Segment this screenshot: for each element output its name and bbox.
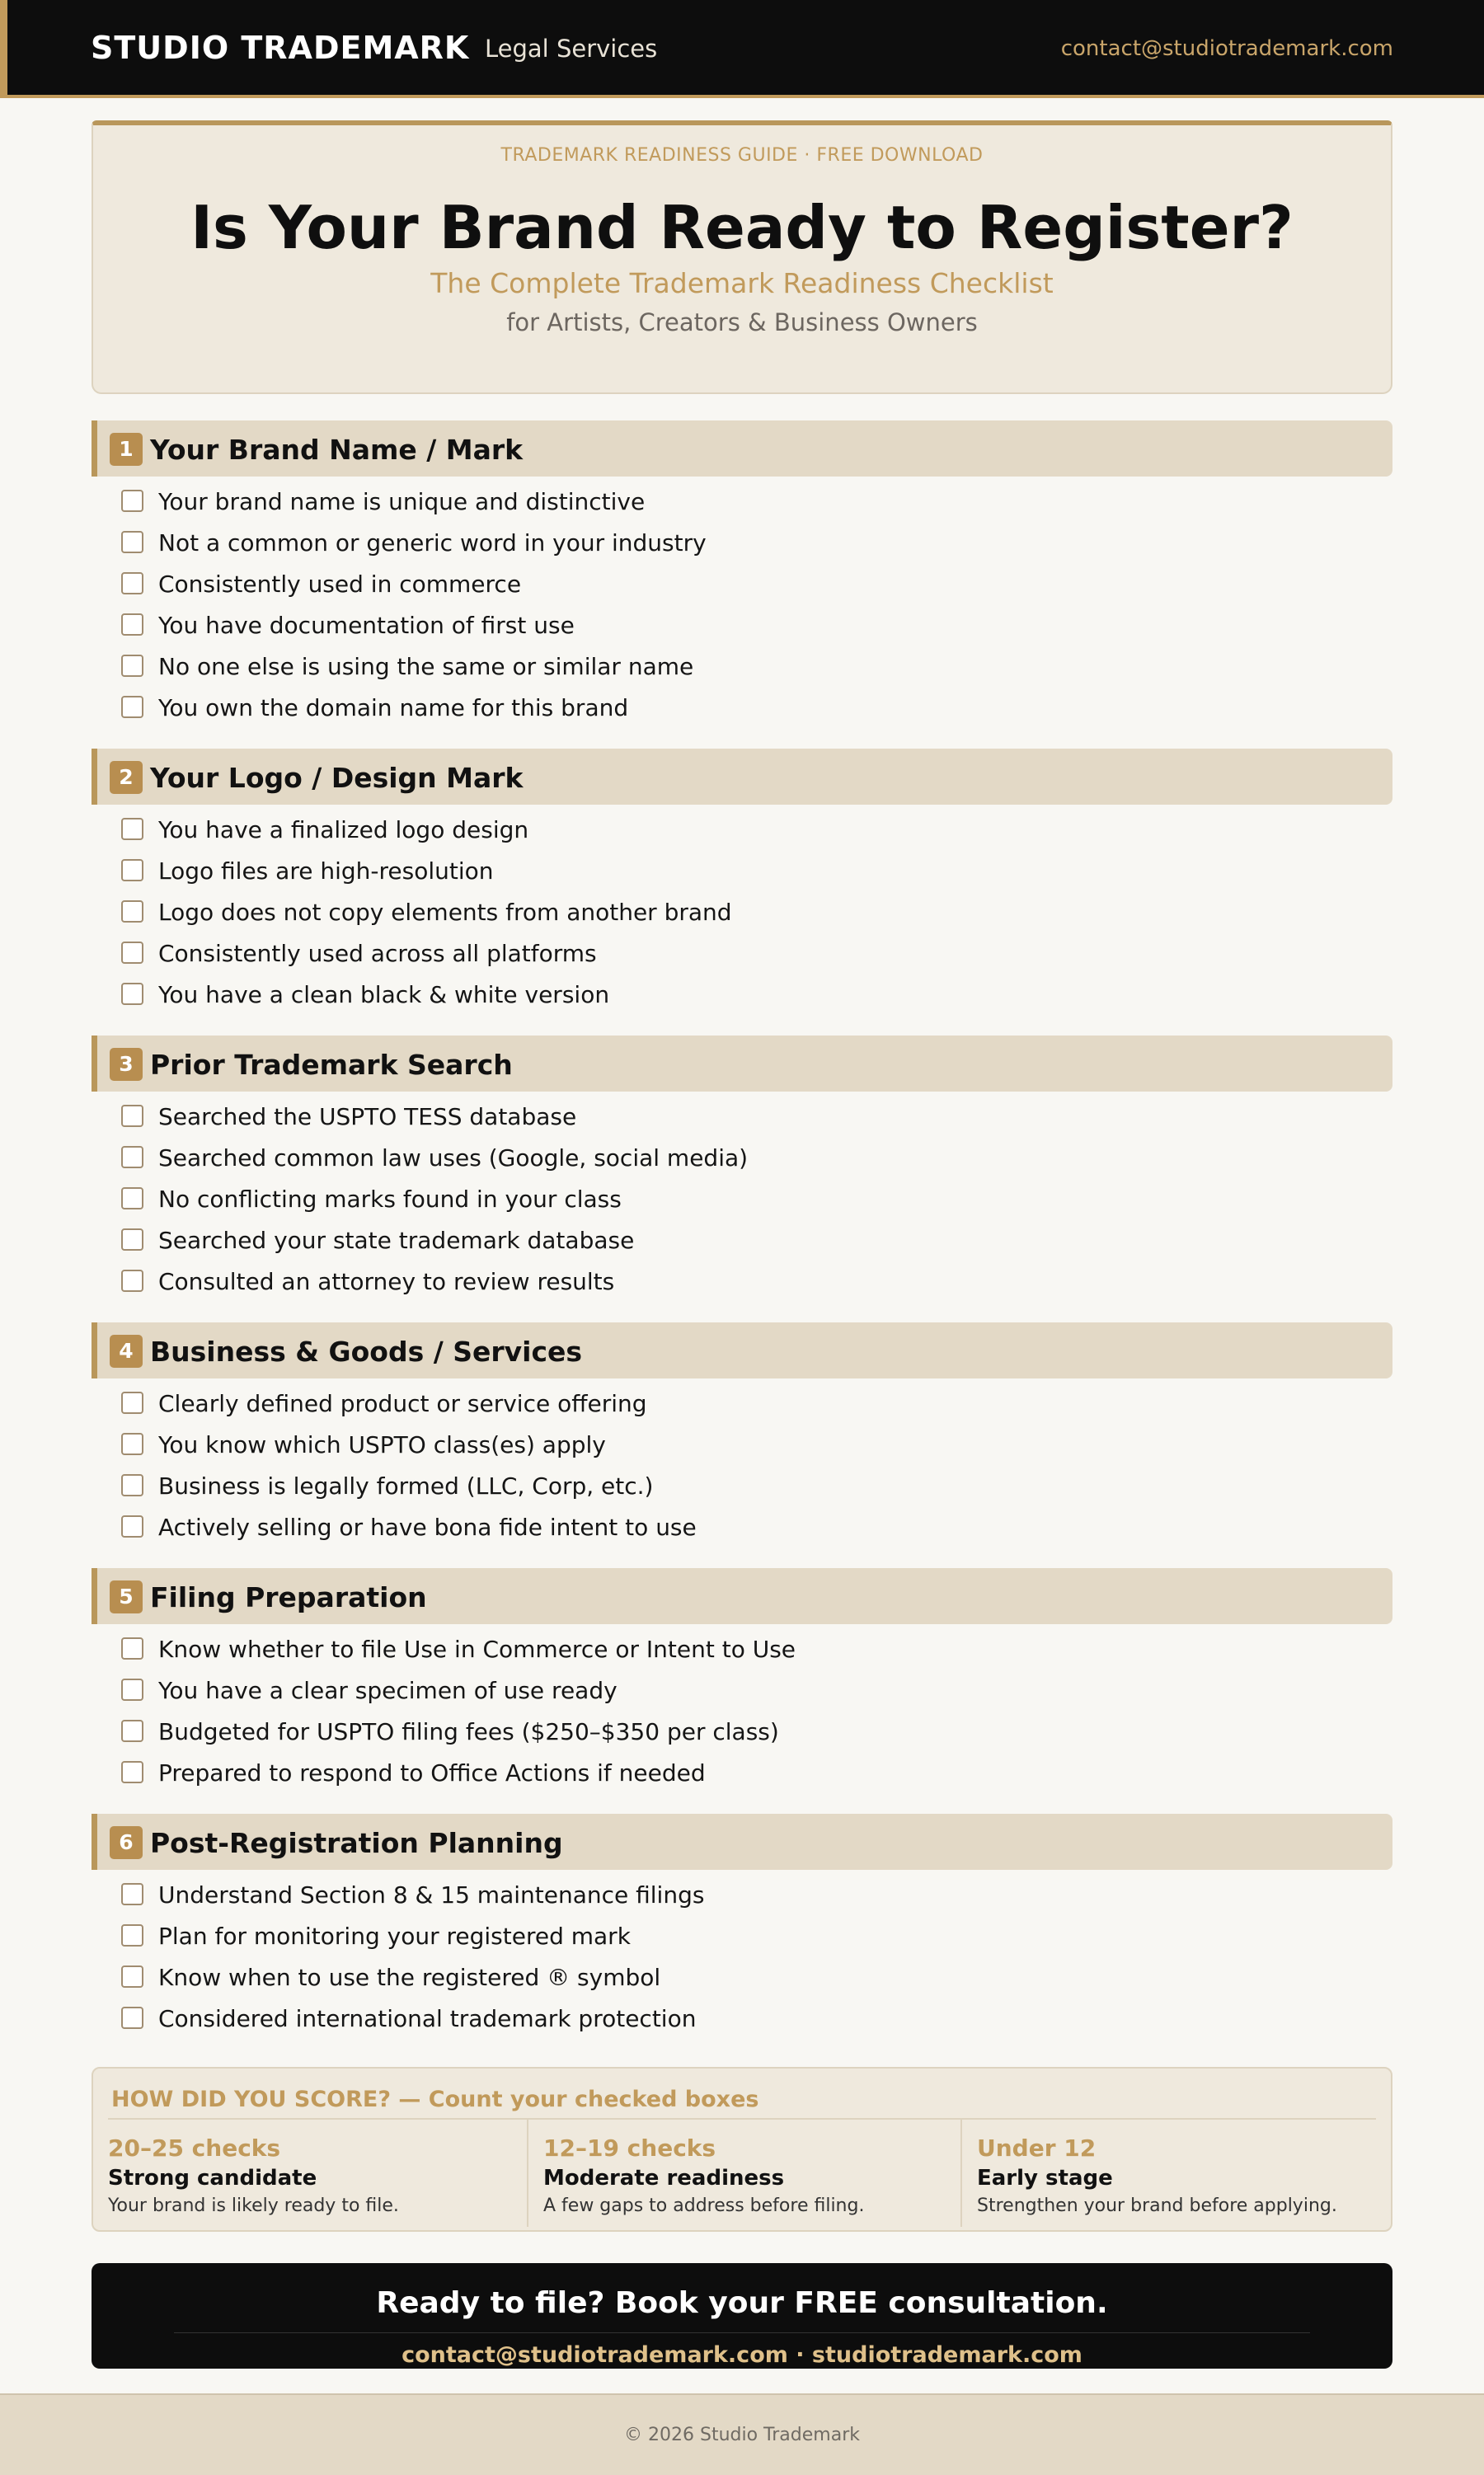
section-header-brand-name [92,420,1392,477]
page-title: Is Your Brand Ready to Register? [190,193,1294,262]
footer [0,2393,1484,2475]
checklist-item[interactable] [121,1717,1275,1749]
checklist-item-label: Your brand name is unique and distinctive [158,488,646,515]
section-title: Filing Preparation [150,1581,427,1613]
checklist-item-label: Consistently used across all platforms [158,940,597,967]
checkbox[interactable] [121,1146,143,1168]
checkbox[interactable] [121,1515,143,1538]
checklist-item-label: You have a finalized logo design [158,816,529,843]
checkbox[interactable] [121,900,143,923]
checklist-item[interactable] [121,1675,1275,1708]
checklist-item[interactable] [121,528,1275,561]
checkbox[interactable] [121,613,143,636]
tier-description: Your brand is likely ready to file. [108,2196,399,2216]
checklist-item[interactable] [121,815,1275,848]
checklist-item-label: Searched common law uses (Google, social media) [158,1144,749,1172]
checklist-item-label: Prepared to respond to Office Actions if needed [158,1759,706,1787]
tier-title: Early stage [977,2166,1113,2191]
cta-banner[interactable] [92,2263,1392,2369]
checkbox[interactable] [121,859,143,881]
checklist-item-label: Plan for monitoring your registered mark [158,1923,631,1950]
checklist-item-label: Consistently used in commerce [158,571,522,598]
checklist-item-label: Budgeted for USPTO filing fees ($250–$350 per class) [158,1718,779,1745]
hero-eyebrow: TRADEMARK READINESS GUIDE · FREE DOWNLOAD [500,145,984,166]
checklist-item[interactable] [121,1430,1275,1463]
top-bar [0,0,1484,98]
checklist-item[interactable] [121,1921,1275,1954]
score-heading: HOW DID YOU SCORE? — Count your checked boxes [111,2087,759,2112]
hero-panel [92,120,1392,394]
checklist-item[interactable] [121,1388,1275,1421]
checklist-item[interactable] [121,979,1275,1012]
section-header-post-registration [92,1814,1392,1870]
checkbox[interactable] [121,531,143,553]
checklist-item-label: You have documentation of first use [158,612,575,639]
score-tier-strong [93,2120,527,2227]
checklist-item[interactable] [121,938,1275,971]
checklist-item-label: Clearly defined product or service offering [158,1390,647,1417]
checklist-item[interactable] [121,486,1275,519]
tier-range: 12–19 checks [543,2135,716,2162]
checkbox[interactable] [121,1474,143,1496]
checkbox[interactable] [121,1883,143,1905]
checklist-item-label: Consulted an attorney to review results [158,1268,615,1295]
section-header-prior-search [92,1036,1392,1092]
tier-description: A few gaps to address before filing. [543,2196,865,2216]
checklist-item-label: No conflicting marks found in your class [158,1186,622,1213]
checklist-item-label: Logo does not copy elements from another brand [158,899,732,926]
tier-range: Under 12 [977,2135,1097,2162]
section-header-business [92,1322,1392,1378]
checkbox[interactable] [121,696,143,718]
checklist-item-label: No one else is using the same or similar name [158,653,694,680]
checkbox[interactable] [121,572,143,594]
checklist-item[interactable] [121,1962,1275,1995]
hero-subtitle: The Complete Trademark Readiness Checklist [430,267,1054,299]
section-header-filing-prep [92,1568,1392,1624]
footer-copyright: © 2026 Studio Trademark [624,2425,860,2445]
section-title: Business & Goods / Services [150,1336,583,1368]
checklist-item-label: Searched your state trademark database [158,1227,635,1254]
section-number-badge: 4 [110,1335,143,1368]
score-tier-moderate [527,2120,960,2227]
section-number-badge: 6 [110,1826,143,1859]
checkbox[interactable] [121,1720,143,1742]
checklist-item[interactable] [121,1101,1275,1134]
checkbox[interactable] [121,1924,143,1947]
checkbox[interactable] [121,655,143,677]
checkbox[interactable] [121,1433,143,1455]
checklist-item-label: Considered international trademark protection [158,2005,697,2032]
checklist-item[interactable] [121,1225,1275,1258]
section-title: Prior Trademark Search [150,1049,513,1081]
tier-description: Strengthen your brand before applying. [977,2196,1337,2216]
checklist-item-label: Actively selling or have bona fide intent to use [158,1514,697,1541]
checklist-item[interactable] [121,1266,1275,1299]
tier-range: 20–25 checks [108,2135,281,2162]
checklist-item-label: You own the domain name for this brand [158,694,629,721]
checkbox[interactable] [121,490,143,512]
checkbox[interactable] [121,1392,143,1414]
tier-title: Strong candidate [108,2166,317,2191]
hero-audience: for Artists, Creators & Business Owners [506,308,978,336]
tier-title: Moderate readiness [543,2166,785,2191]
checklist-item-label: Not a common or generic word in your industry [158,529,707,557]
checklist-item-label: You know which USPTO class(es) apply [158,1431,606,1458]
checkbox[interactable] [121,1761,143,1783]
checkbox[interactable] [121,818,143,840]
checkbox[interactable] [121,1187,143,1209]
cta-title: Ready to file? Book your FREE consultation. [376,2286,1108,2320]
checklist-item[interactable] [121,1471,1275,1504]
brand-name: STUDIO TRADEMARK [91,30,470,66]
section-number-badge: 2 [110,761,143,794]
checklist-item[interactable] [121,1634,1275,1667]
section-number-badge: 5 [110,1580,143,1613]
checklist-item-label: Know whether to file Use in Commerce or Intent to Use [158,1636,796,1663]
checklist-item[interactable] [121,1512,1275,1545]
checkbox[interactable] [121,1228,143,1251]
checklist-item-label: Searched the USPTO TESS database [158,1103,577,1130]
header-email-link[interactable]: contact@studiotrademark.com [1060,36,1393,61]
checkbox[interactable] [121,1965,143,1988]
checklist-item[interactable] [121,569,1275,602]
checklist-item-label: Logo files are high-resolution [158,857,494,885]
checklist-item[interactable] [121,1143,1275,1176]
checkbox[interactable] [121,983,143,1005]
checklist-item[interactable] [121,651,1275,684]
checklist-item-label: Know when to use the registered ® symbol [158,1964,661,1991]
brand-tagline: Legal Services [485,35,658,63]
cta-contact-links[interactable]: contact@studiotrademark.com · studiotrademark.com [402,2342,1082,2368]
checkbox[interactable] [121,1679,143,1701]
checklist-item[interactable] [121,1184,1275,1217]
checklist-item[interactable] [121,1880,1275,1913]
checklist-item[interactable] [121,856,1275,889]
checkbox[interactable] [121,1270,143,1292]
checkbox[interactable] [121,1105,143,1127]
score-panel [92,2067,1392,2232]
section-title: Your Brand Name / Mark [150,434,524,466]
checkbox[interactable] [121,2007,143,2029]
section-number-badge: 1 [110,433,143,466]
checklist-item-label: Understand Section 8 & 15 maintenance filings [158,1881,705,1909]
checklist-item[interactable] [121,693,1275,726]
checklist-item[interactable] [121,2003,1275,2036]
section-number-badge: 3 [110,1048,143,1081]
cta-divider [174,2332,1310,2333]
checklist-item-label: You have a clear specimen of use ready [158,1677,618,1704]
checklist-item-label: Business is legally formed (LLC, Corp, etc.) [158,1472,654,1500]
checklist-item[interactable] [121,1758,1275,1791]
section-title: Post-Registration Planning [150,1827,563,1859]
score-tier-early [960,2120,1391,2227]
section-title: Your Logo / Design Mark [150,762,524,794]
checkbox[interactable] [121,1637,143,1660]
checklist-item[interactable] [121,897,1275,930]
checklist-item-label: You have a clean black & white version [158,981,610,1008]
checkbox[interactable] [121,942,143,964]
section-header-logo [92,749,1392,805]
checklist-item[interactable] [121,610,1275,643]
